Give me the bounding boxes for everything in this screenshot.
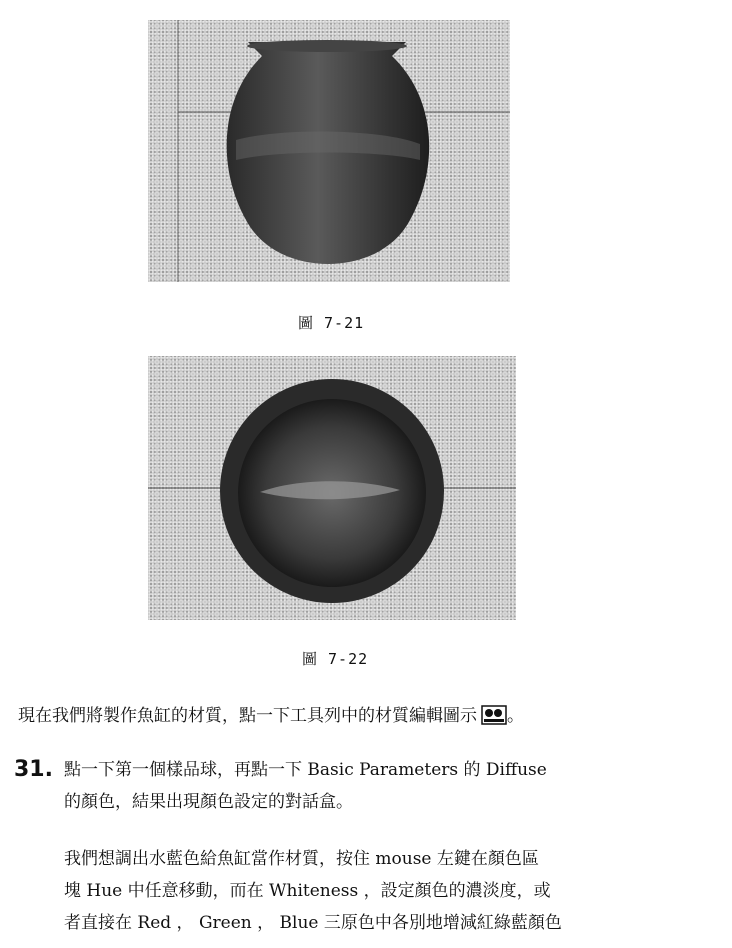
figure-caption: 圖 7-22 (302, 650, 369, 668)
figure-vase-render (148, 20, 510, 282)
step-text-line: 我們想調出水藍色給魚缸當作材質，按住 mouse 左鍵在顏色區 (64, 849, 539, 869)
figure-top-view-render (148, 356, 516, 620)
intro-text: 現在我們將製作魚缸的材質，點一下工具列中的材質編輯圖示 (18, 706, 477, 726)
material-editor-icon (481, 704, 507, 724)
intro-paragraph (18, 700, 524, 732)
step-text-line: 者直接在 Red ， Green ， Blue 三原色中各別地增減紅綠藍顏色 (64, 913, 562, 933)
figure-caption: 圖 7-21 (298, 314, 365, 332)
step-text-line: 點一下第一個樣品球，再點一下 Basic Parameters 的 Diffuse (64, 760, 547, 780)
step-text-line: 的顏色，結果出現顏色設定的對話盒。 (64, 792, 353, 812)
step-number: 31. (14, 757, 53, 782)
bowl-top-view-illustration (148, 356, 516, 620)
intro-trailing: 。 (507, 706, 524, 726)
step-text-line: 塊 Hue 中任意移動，而在 Whiteness ，設定顏色的濃淡度，或 (64, 881, 551, 901)
vase-illustration (148, 20, 510, 282)
